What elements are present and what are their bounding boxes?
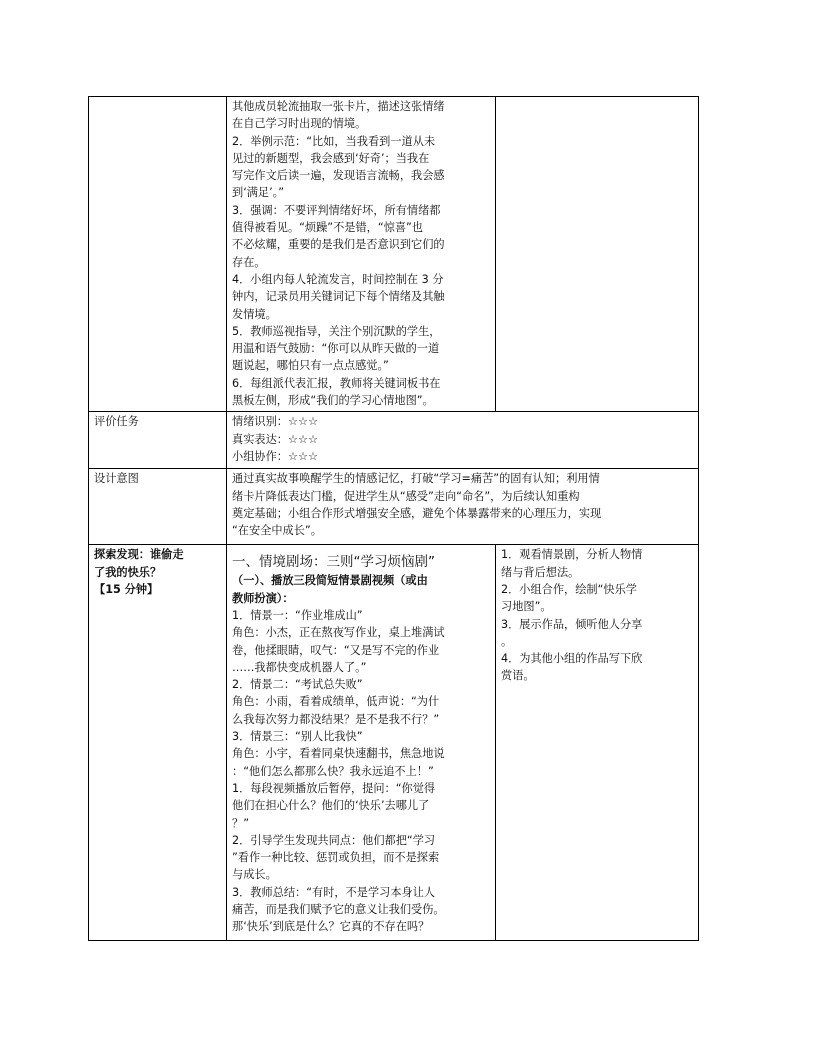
explore-line: 卷，他揉眼睛，叹气：“又是写不完的作业	[232, 643, 440, 657]
explore-line: 2．引导学生发现共同点：他们都把“学习	[232, 833, 436, 847]
procedure-line: 4．小组内每人轮流发言，时间控制在 3 分	[232, 272, 444, 286]
procedure-line: 用温和语气鼓励：“你可以从昨天做的一道	[232, 342, 440, 356]
explore-line: 他们在担心什么？他们的‘快乐’去哪儿了	[232, 799, 430, 813]
procedure-activity-cell	[496, 97, 699, 412]
explore-line: 痛苦，而是我们赋予它的意义让我们受伤。	[232, 902, 445, 916]
procedure-line: 6．每组派代表汇报，教师将关键词板书在	[232, 376, 441, 390]
procedure-line: 黑板左侧，形成“我们的学习心情地图”。	[232, 394, 434, 408]
design-intent-content-cell	[227, 469, 699, 545]
activity-line: 1．观看情景剧，分析人物情	[501, 548, 643, 562]
explore-line: 1．每段视频播放后暂停，提问：“你觉得	[232, 781, 436, 795]
procedure-line: 发情境。	[232, 307, 277, 321]
procedure-row	[89, 97, 699, 412]
explore-row	[89, 545, 699, 941]
activity-line: 3．展示作品，倾听他人分享	[501, 617, 643, 631]
design-intent-label-text: 设计意图	[94, 472, 139, 486]
explore-label-line: 探索发现：谁偷走	[94, 548, 184, 562]
explore-line: 那‘快乐’到底是什么？它真的不存在吗？	[232, 920, 430, 934]
explore-line: ？”	[232, 816, 249, 830]
procedure-content-cell	[227, 97, 496, 412]
explore-line: 3．情景三：“别人比我快”	[232, 730, 363, 744]
explore-line: 角色：小雨，看着成绩单，低声说：“为什	[232, 695, 440, 709]
procedure-line: 值得被看见。“烦躁”不是错，“惊喜”也	[232, 221, 423, 235]
explore-label-line: 了我的快乐？	[94, 565, 162, 579]
procedure-line: 在自己学习时出现的情境。	[232, 117, 367, 131]
procedure-line: 见过的新题型，我会感到‘好奇’；当我在	[232, 151, 430, 165]
section-heading: 一、情境剧场：三则“学习烦恼剧”	[232, 554, 435, 571]
section-subheading: （一）、播放三段简短情景剧视频（或由	[232, 574, 428, 588]
procedure-line: 5．教师巡视指导，关注个别沉默的学生，	[232, 324, 441, 338]
explore-content-cell	[227, 545, 496, 941]
activity-line: 。	[501, 634, 513, 648]
evaluation-line: 小组协作：☆☆☆	[232, 449, 319, 463]
explore-duration: 【15 分钟】	[94, 582, 159, 596]
activity-line: 2．小组合作，绘制“快乐学	[501, 582, 637, 596]
design-intent-line: 通过真实故事唤醒学生的情感记忆，打破“学习=痛苦”的固有认知；利用情	[232, 472, 600, 486]
activity-line: 赏语。	[501, 669, 535, 683]
evaluation-label-text: 评价任务	[94, 415, 139, 429]
explore-line: 么我每次努力都没结果？是不是我不行？”	[232, 712, 440, 726]
procedure-label-cell	[89, 97, 227, 412]
explore-line: 角色：小宇，看着同桌快速翻书，焦急地说	[232, 747, 445, 761]
design-intent-line: 绪卡片降低表达门槛，促进学生从“感受”走向“命名”，为后续认知重构	[232, 489, 580, 503]
procedure-line: 写完作文后读一遍，发现语言流畅，我会感	[232, 169, 445, 183]
explore-line: ”看作一种比较、惩罚或负担，而不是探索	[232, 851, 440, 865]
design-intent-line: 奠定基础；小组合作形式增强安全感，避免个体暴露带来的心理压力，实现	[232, 506, 602, 520]
procedure-line: 题说起，哪怕只有一点点感觉。”	[232, 359, 389, 373]
evaluation-line: 情绪识别：☆☆☆	[232, 415, 319, 429]
activity-line: 习地图”。	[501, 600, 552, 614]
explore-line: ：“他们怎么都那么快？我永远追不上！”	[232, 764, 434, 778]
explore-label	[89, 545, 227, 941]
evaluation-line: 真实表达：☆☆☆	[232, 432, 319, 446]
procedure-line: 2．举例示范：“比如，当我看到一道从未	[232, 134, 436, 148]
evaluation-label	[89, 412, 227, 469]
explore-line: 角色：小杰，正在熬夜写作业，桌上堆满试	[232, 626, 445, 640]
design-intent-row	[89, 469, 699, 545]
procedure-line: 钟内，记录员用关键词记下每个情绪及其触	[232, 290, 445, 304]
evaluation-row	[89, 412, 699, 469]
explore-line: 与成长。	[232, 868, 277, 882]
explore-line: 2．情景二：“考试总失败”	[232, 678, 363, 692]
design-intent-line: “在安全中成长”。	[232, 524, 322, 538]
procedure-line: 3．强调：不要评判情绪好坏，所有情绪都	[232, 203, 441, 217]
procedure-line: 存在。	[232, 255, 266, 269]
section-subheading: 教师扮演）：	[232, 591, 294, 605]
explore-line: 1．情景一：“作业堆成山”	[232, 608, 363, 622]
procedure-line: 不必炫耀，重要的是我们是否意识到它们的	[232, 238, 445, 252]
activity-line: 绪与背后想法。	[501, 565, 580, 579]
procedure-line: 其他成员轮流抽取一张卡片，描述这张情绪	[232, 100, 445, 113]
design-intent-label	[89, 469, 227, 545]
evaluation-content-cell	[227, 412, 699, 469]
explore-line: 3．教师总结：“有时，不是学习本身让人	[232, 885, 436, 899]
activity-line: 4．为其他小组的作品写下欣	[501, 652, 643, 666]
lesson-plan-table	[88, 96, 699, 941]
explore-line: ……我都快变成机器人了。”	[232, 660, 367, 674]
student-activity-cell	[496, 545, 699, 941]
procedure-line: 到‘满足’。”	[232, 186, 285, 200]
